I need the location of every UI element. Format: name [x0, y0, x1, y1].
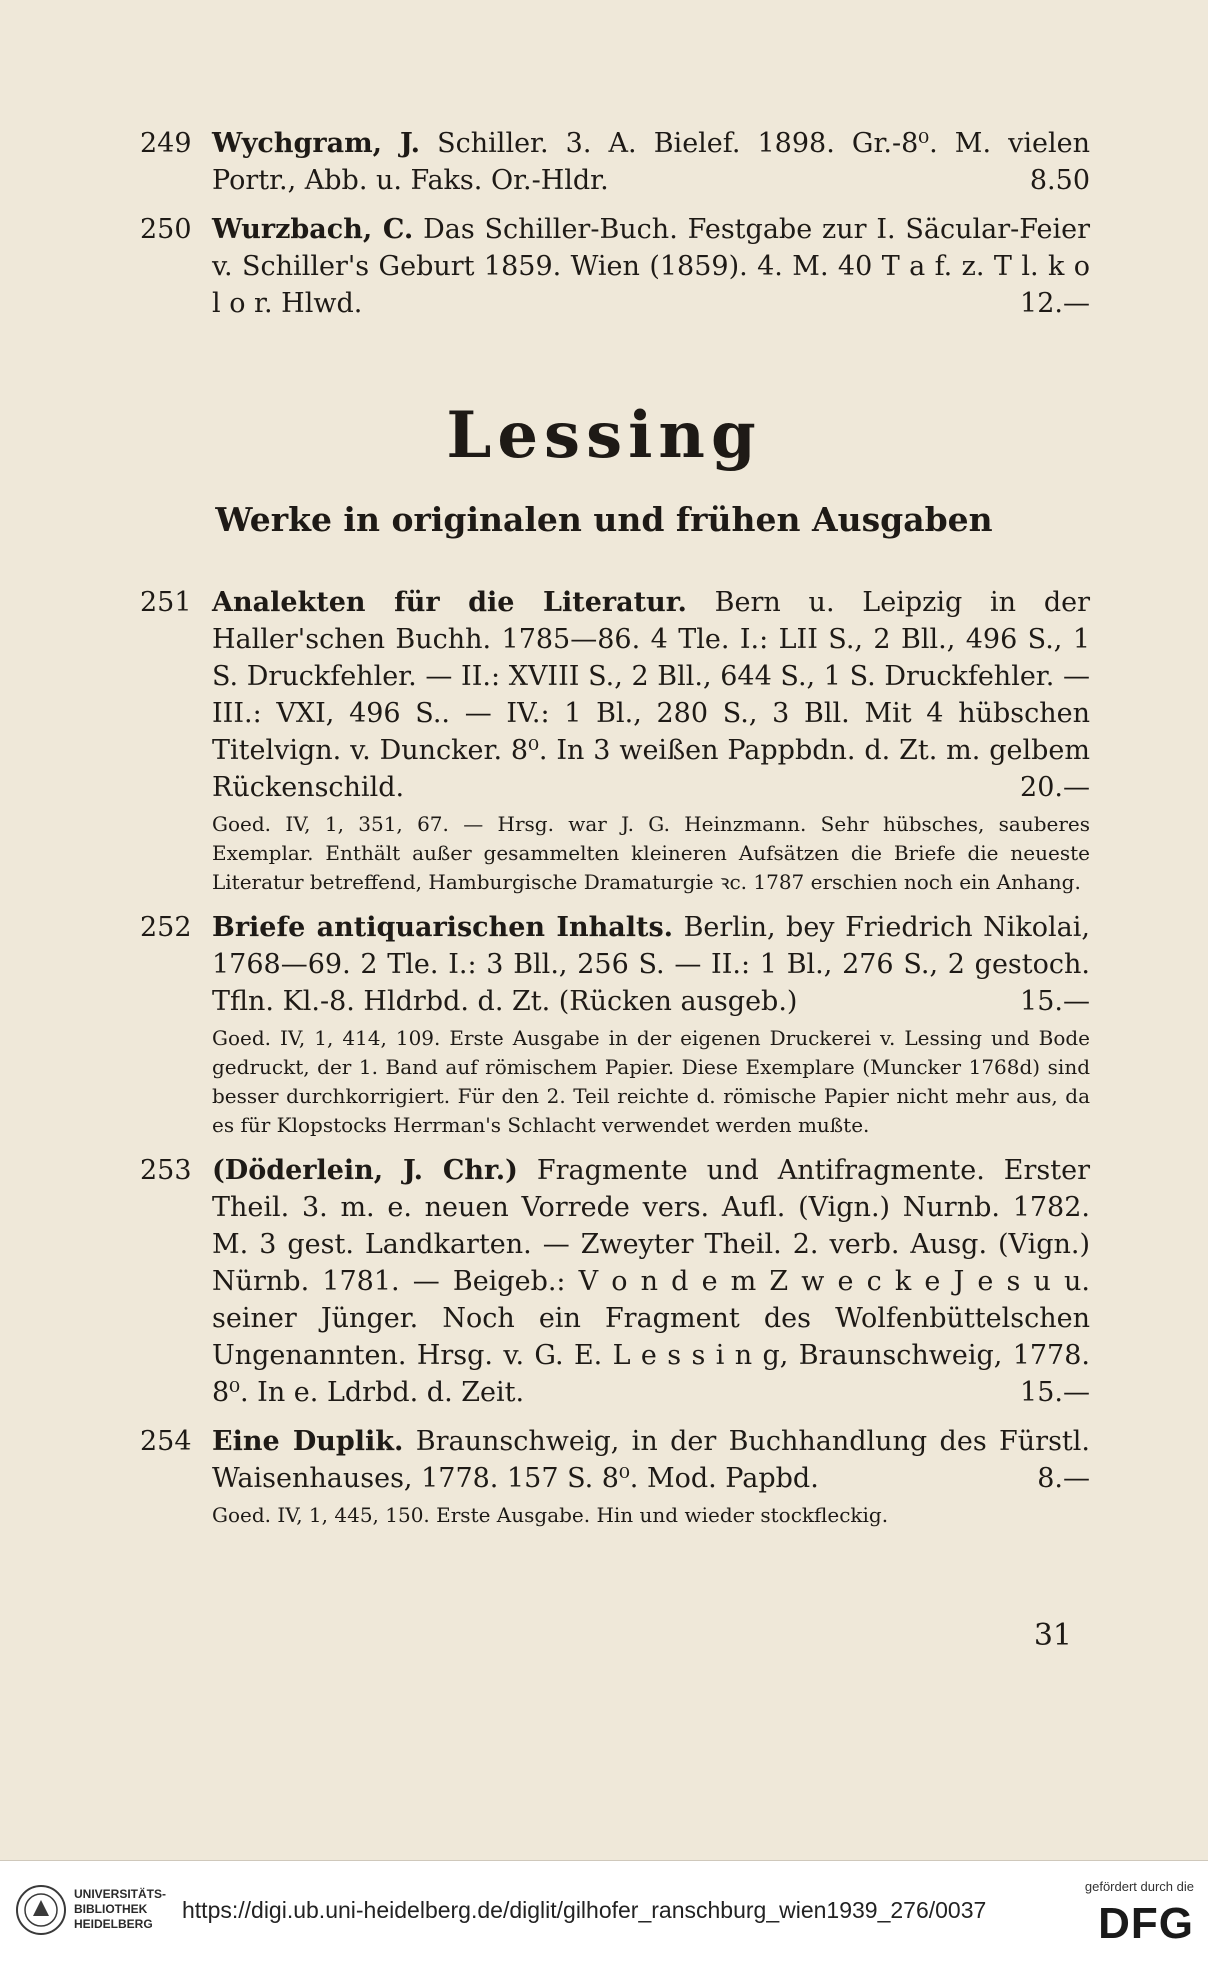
entry-price: 15.—: [1020, 1377, 1090, 1408]
entry-text: [212, 125, 1090, 199]
entry-description: Das Schiller-Buch. Festgabe zur I. Säcular-Feier v. Schiller's Geburt 1859. Wien (1859). 4. M. 40 T a f. z. T l. k o l o r. Hlwd.: [212, 214, 1090, 319]
library-seal-icon: [14, 1883, 68, 1937]
entry-description: Fragmente und Antifragmente. Erster Theil. 3. m. e. neuen Vorrede vers. Aufl. (Vign.) Nurnb. 1782. M. 3 gest. Landkarten. — Zweyter Theil. 2. verb. Ausg. (Vign.) Nürnb. 1781. — Beigeb.: V o n d e m Z w e c k e J e s u u. seiner Jünger. Noch ein Fragment des Wolfenbüttelschen Ungenannten. Hrsg. v. G. E. L e s s i n g, Braunschweig, 1778. 8⁰. In e. Ldrbd. d. Zeit.: [212, 1155, 1090, 1408]
catalog-entries-top: [140, 125, 1090, 322]
entry-description: Schiller. 3. A. Bielef. 1898. Gr.-8⁰. M. vielen Portr., Abb. u. Faks. Or.-Hldr.: [212, 128, 1090, 196]
library-name-line: BIBLIOTHEK: [74, 1902, 148, 1916]
entry-description: Braunschweig, in der Buchhandlung des Fürstl. Waisenhauses, 1778. 157 S. 8⁰. Mod. Papbd.: [212, 1426, 1090, 1494]
entry-text: [212, 1423, 1090, 1497]
catalog-entry: [140, 909, 1090, 1140]
entry-price: 15.—: [1020, 986, 1090, 1017]
entry-text: [212, 584, 1090, 806]
entry-number: 251: [140, 587, 192, 618]
catalog-entry: [140, 1423, 1090, 1530]
page-number: 31: [1033, 1618, 1072, 1653]
entry-head: (Döderlein, J. Chr.): [212, 1155, 518, 1186]
entry-text: [212, 211, 1090, 322]
entry-head: Briefe antiquarischen Inhalts.: [212, 912, 674, 943]
entry-price: 8.—: [1037, 1463, 1090, 1494]
permalink-url[interactable]: https://digi.ub.uni-heidelberg.de/diglit/gilhofer_ranschburg_wien1939_276/0037: [182, 1897, 987, 1923]
section-title: Lessing: [446, 398, 762, 473]
dfg-logo: DFG: [1098, 1899, 1194, 1948]
entry-text: [212, 1152, 1090, 1411]
entry-number: 252: [140, 912, 192, 943]
entry-description: Bern u. Leipzig in der Haller'schen Buchh. 1785—86. 4 Tle. I.: LII S., 2 Bll., 496 S., 1 S. Druckfehler. — II.: XVIII S., 2 Bll., 644 S., 1 S. Druckfehler. — III.: VXI, 496 S.. — IV.: 1 Bl., 280 S., 3 Bll. Mit 4 hübschen Titelvign. v. Duncker. 8⁰. In 3 weißen Pappbdn. d. Zt. m. gelbem Rückenschild.: [212, 587, 1090, 803]
entry-note: Goed. IV, 1, 445, 150. Erste Ausgabe. Hin und wieder stockfleckig.: [212, 1503, 889, 1527]
entry-price: 8.50: [1029, 165, 1090, 196]
entry-number: 250: [140, 214, 192, 245]
section-subtitle: Werke in originalen und frühen Ausgaben: [215, 500, 993, 539]
library-name: [74, 1887, 166, 1932]
catalog-entry: [140, 584, 1090, 897]
entry-text: [212, 909, 1090, 1020]
entry-price: 20.—: [1020, 772, 1090, 803]
viewer-footer: [0, 1860, 1208, 1965]
entry-head: Eine Duplik.: [212, 1426, 404, 1457]
catalog-entry: [140, 211, 1090, 322]
catalog-entries-main: [140, 584, 1090, 1530]
catalog-entry: [140, 1152, 1090, 1411]
entry-number: 254: [140, 1426, 192, 1457]
library-name-line: UNIVERSITÄTS-: [74, 1887, 167, 1901]
entry-note: Goed. IV, 1, 351, 67. — Hrsg. war J. G. Heinzmann. Sehr hübsches, sauberes Exemplar. Enthält außer gesammelten kleineren Aufsätzen die Briefe die neueste Literatur betreffend, Hamburgische Dramaturgie ꝛc. 1787 erschien noch ein Anhang.: [212, 812, 1090, 894]
entry-price: 12.—: [1020, 288, 1090, 319]
entry-note: Goed. IV, 1, 414, 109. Erste Ausgabe in der eigenen Druckerei v. Lessing und Bode gedruckt, der 1. Band auf römischem Papier. Diese Exemplare (Muncker 1768d) sind besser durchkorrigiert. Für den 2. Teil reichte d. römische Papier nicht mehr aus, da es für Klopstocks Herrman's Schlacht verwendet werden mußte.: [212, 1026, 1090, 1137]
entry-head: Wychgram, J.: [212, 128, 421, 159]
entry-number: 249: [140, 128, 192, 159]
funded-by-label: gefördert durch die: [1084, 1879, 1194, 1894]
library-name-line: HEIDELBERG: [74, 1917, 153, 1931]
entry-number: 253: [140, 1155, 192, 1186]
entry-description: Berlin, bey Friedrich Nikolai, 1768—69. 2 Tle. I.: 3 Bll., 256 S. — II.: 1 Bl., 276 S., 2 gestoch. Tfln. Kl.-8. Hldrbd. d. Zt. (Rücken ausgeb.): [212, 912, 1090, 1017]
entry-head: Wurzbach, C.: [212, 214, 414, 245]
entry-head: Analekten für die Literatur.: [212, 587, 687, 618]
catalog-entry: [140, 125, 1090, 199]
